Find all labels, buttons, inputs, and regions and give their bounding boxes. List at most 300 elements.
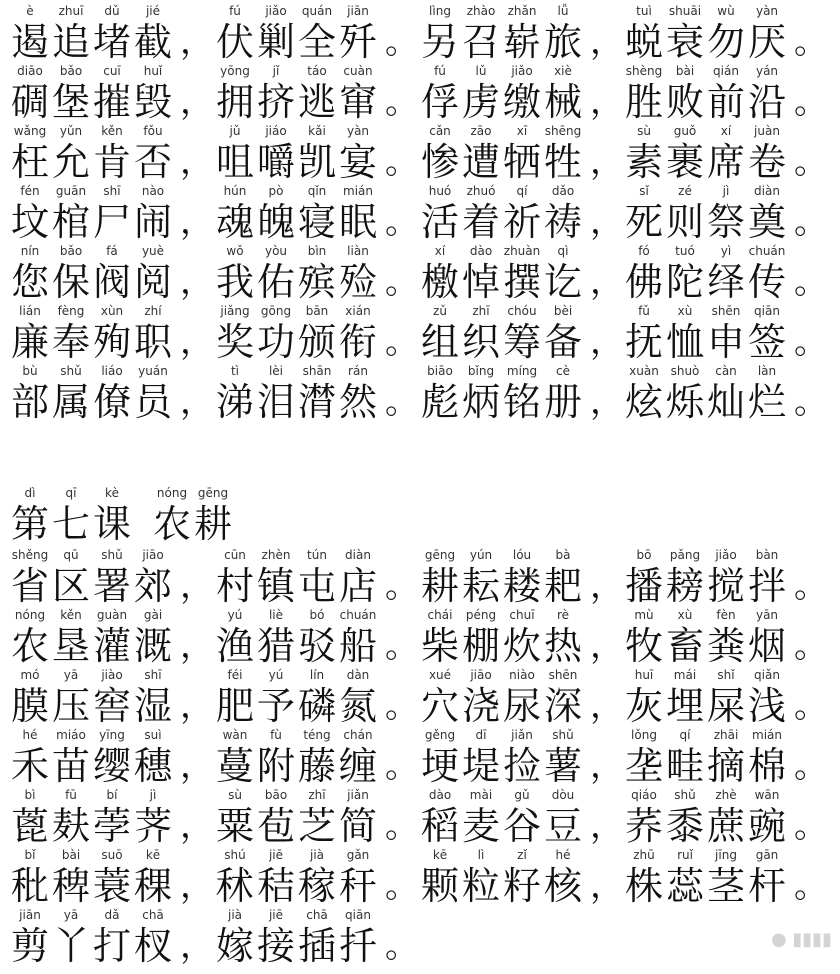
pinyin: dī [475,728,487,742]
hanzi: 宴 [338,140,377,184]
pinyin: è [26,4,34,18]
hanzi: 胜 [624,80,663,124]
pinyin: qiáo [631,788,657,802]
syllable [334,606,382,668]
pinyin: mài [469,788,493,802]
hanzi: 允 [51,140,90,184]
hanzi: 蔓 [215,744,254,788]
phrase [215,62,419,124]
lesson-title [10,484,310,546]
comma-mark: ， [180,626,214,666]
pinyin: rán [348,364,368,378]
hanzi: 阀 [92,260,131,304]
hanzi: 伏 [215,20,254,64]
pinyin: jiǎn [511,728,533,742]
hanzi: 附 [256,744,295,788]
hanzi: 悼 [461,260,500,304]
syllable [334,906,382,968]
pinyin: chuán [748,244,786,258]
hanzi: 炊 [502,624,541,668]
pinyin: fá [106,244,118,258]
pinyin: kè [105,486,119,500]
phrase [215,182,419,244]
phrase [420,242,624,304]
period-mark: 。 [385,686,419,726]
pinyin: gài [143,608,163,622]
syllable [743,122,791,184]
hanzi: 耧 [502,564,541,608]
pinyin: fèn [716,608,736,622]
hanzi: 蓖 [10,804,49,848]
phrase [10,606,214,668]
pinyin: kěn [60,608,82,622]
pinyin: jiǎn [347,788,369,802]
hanzi: 籽 [502,864,541,908]
syllable [129,302,177,364]
comma-mark: ， [180,22,214,62]
pinyin: dǔ [104,4,120,18]
hanzi: 麦 [461,804,500,848]
hanzi: 膜 [10,684,49,728]
comma-mark: ， [590,22,624,62]
period-mark: 。 [385,926,419,966]
hanzi: 粒 [461,864,500,908]
phrase [215,906,419,968]
syllable [334,666,382,728]
pinyin: qiǎn [754,668,780,682]
hanzi: 肯 [92,140,131,184]
hanzi: 佑 [256,260,295,304]
hanzi: 七 [51,502,90,546]
text-line [10,362,840,424]
hanzi: 蜕 [624,20,663,64]
pinyin: cè [556,364,570,378]
syllable [334,726,382,788]
pinyin: yīng [99,728,125,742]
syllable [334,62,382,124]
hanzi: 逃 [297,80,336,124]
period-mark: 。 [794,566,828,606]
hanzi: 苞 [256,804,295,848]
hanzi: 铭 [502,380,541,424]
comma-mark: ， [180,806,214,846]
pinyin: chuán [339,608,377,622]
pinyin: qū [63,548,79,562]
phrase [10,846,214,908]
comma-mark: ， [590,262,624,302]
pinyin: shān [302,364,332,378]
pinyin: nóng [156,486,188,500]
period-mark: 。 [385,806,419,846]
text-line [10,546,840,608]
syllable [539,302,587,364]
phrase [215,846,419,908]
pinyin: téng [303,728,331,742]
comma-mark: ， [180,142,214,182]
pinyin: bǎo [59,64,83,78]
pinyin: gēng [424,548,456,562]
hanzi: 稗 [51,864,90,908]
hanzi: 召 [461,20,500,64]
phrase [624,786,828,848]
period-mark: 。 [794,82,828,122]
pinyin: làn [757,364,777,378]
pinyin: shuò [670,364,700,378]
syllable [334,846,382,908]
syllable [129,726,177,788]
comma-mark: ， [590,566,624,606]
pinyin: shǔ [674,788,696,802]
hanzi: 组 [420,320,459,364]
period-mark: 。 [385,262,419,302]
hanzi: 摧 [92,80,131,124]
pinyin: zhí [144,304,162,318]
hanzi: 插 [297,924,336,968]
pinyin: sù [228,788,242,802]
pinyin: yuè [141,244,165,258]
hanzi: 械 [543,80,582,124]
hanzi: 粪 [706,624,745,668]
period-mark: 。 [385,626,419,666]
pinyin: miáo [56,728,86,742]
hanzi: 否 [133,140,172,184]
pinyin: jié [145,4,161,18]
hanzi: 薯 [543,744,582,788]
hanzi: 尿 [502,684,541,728]
phrase [10,906,214,968]
hanzi: 虏 [461,80,500,124]
pinyin: cǎn [429,124,451,138]
comma-mark: ， [590,82,624,122]
pinyin: sǐ [639,184,649,198]
hanzi: 肥 [215,684,254,728]
text-line [10,182,840,244]
hanzi: 惨 [420,140,459,184]
pinyin: lǚ [557,4,569,18]
pinyin: chuī [509,608,535,622]
pinyin: tuó [675,244,695,258]
phrase [420,122,624,184]
hanzi: 挤 [256,80,295,124]
pinyin: xù [677,304,693,318]
pinyin: qián [713,64,739,78]
hanzi: 镇 [256,564,295,608]
pinyin: yān [755,608,779,622]
hanzi: 核 [543,864,582,908]
syllable [539,62,587,124]
pinyin: juàn [754,124,780,138]
comma-mark: ， [590,626,624,666]
hanzi: 堵 [92,20,131,64]
syllable [88,484,136,546]
comma-mark: ， [180,746,214,786]
hanzi: 秕 [10,864,49,908]
pinyin: sù [637,124,651,138]
pinyin: shǔ [101,548,123,562]
hanzi: 筹 [502,320,541,364]
phrase [420,786,624,848]
syllable [129,2,177,64]
hanzi: 沿 [747,80,786,124]
pinyin: xī [516,124,528,138]
hanzi: 垄 [624,744,663,788]
syllable [129,906,177,968]
hanzi: 殡 [297,260,336,304]
hanzi: 烂 [747,380,786,424]
pinyin: fǒu [143,124,163,138]
phrase [624,362,828,424]
syllable [334,302,382,364]
hanzi: 彪 [420,380,459,424]
period-mark: 。 [385,22,419,62]
pinyin: fú [434,64,446,78]
pinyin: zhī [308,788,326,802]
syllable [539,182,587,244]
hanzi: 区 [51,564,90,608]
hanzi: 浇 [461,684,500,728]
pinyin: zǔ [433,304,447,318]
hanzi: 窖 [92,684,131,728]
pinyin: bì [24,788,36,802]
hanzi: 着 [461,200,500,244]
phrase [420,62,624,124]
comma-mark: ， [180,382,214,422]
phrase [420,606,624,668]
pinyin: zhào [466,4,496,18]
pinyin: mái [673,668,697,682]
pinyin: tì [230,364,240,378]
pinyin: yòu [264,244,288,258]
pinyin: xué [428,668,452,682]
pinyin: tún [307,548,327,562]
pinyin: yú [268,668,284,682]
phrase [10,786,214,848]
hanzi: 麸 [51,804,90,848]
comma-mark: ， [180,322,214,362]
hanzi: 素 [624,140,663,184]
pinyin: niào [509,668,535,682]
phrase [10,726,214,788]
pinyin: dǎo [551,184,575,198]
pinyin: jiē [268,848,284,862]
pinyin: cūn [224,548,246,562]
phrase [624,666,828,728]
pinyin: shēng [544,124,582,138]
pinyin: mián [752,728,782,742]
hanzi: 魄 [256,200,295,244]
pinyin: qì [557,244,569,258]
hanzi: 泪 [256,380,295,424]
phrase [420,2,624,64]
hanzi: 衰 [665,20,704,64]
pinyin: fú [229,4,241,18]
pinyin: huī [634,668,654,682]
hanzi: 禾 [10,744,49,788]
hanzi: 则 [665,200,704,244]
pinyin: bāo [264,788,288,802]
pinyin: cuī [103,64,121,78]
hanzi: 我 [215,260,254,304]
pinyin: chán [343,728,373,742]
pinyin: zhū [633,848,655,862]
hanzi: 保 [51,260,90,304]
pinyin: bǐng [467,364,495,378]
hanzi: 申 [706,320,745,364]
pinyin: lìng [429,4,451,18]
hanzi: 湿 [133,684,172,728]
period-mark: 。 [385,382,419,422]
phrase [420,302,624,364]
text-line [10,2,840,64]
phrase [10,302,214,364]
period-mark: 。 [794,202,828,242]
pinyin: huó [428,184,452,198]
hanzi: 炳 [461,380,500,424]
comma-mark: ， [590,686,624,726]
pinyin: wù [717,4,735,18]
phrase [624,242,828,304]
pinyin: lǒng [631,728,657,742]
comma-mark: ， [590,746,624,786]
hanzi: 农 [152,502,191,546]
pinyin: xián [345,304,371,318]
comma-mark: ， [590,202,624,242]
pinyin: jì [722,184,730,198]
hanzi: 农 [10,624,49,668]
hanzi: 予 [256,684,295,728]
pinyin: shèng [625,64,663,78]
hanzi: 磷 [297,684,336,728]
comma-mark: ， [590,322,624,362]
pinyin: hé [555,848,571,862]
hanzi: 畦 [665,744,704,788]
pinyin: fó [638,244,650,258]
hanzi: 坟 [10,200,49,244]
syllable [743,182,791,244]
hanzi: 席 [706,140,745,184]
pinyin: gān [755,848,779,862]
hanzi: 俘 [420,80,459,124]
hanzi: 尸 [92,200,131,244]
pinyin: jiāo [470,668,492,682]
hanzi: 氮 [338,684,377,728]
hanzi: 埋 [665,684,704,728]
hanzi: 耪 [665,564,704,608]
pinyin: xùn [100,304,124,318]
pinyin: diàn [754,184,780,198]
hanzi: 蕊 [665,864,704,908]
comma-mark: ， [180,686,214,726]
hanzi: 茎 [706,864,745,908]
pinyin: shēn [711,304,741,318]
text-line [10,606,840,668]
hanzi: 涕 [215,380,254,424]
pinyin: jià [309,848,325,862]
pinyin: shǔ [60,364,82,378]
hanzi: 缠 [338,744,377,788]
hanzi: 眠 [338,200,377,244]
period-mark: 。 [794,382,828,422]
text-line [10,242,840,304]
hanzi: 寝 [297,200,336,244]
phrase [215,302,419,364]
pinyin: huǐ [143,64,163,78]
hanzi: 碉 [10,80,49,124]
period-mark: 。 [385,566,419,606]
hanzi: 棉 [747,744,786,788]
hanzi: 织 [461,320,500,364]
text-line [10,726,840,788]
pinyin: chái [427,608,453,622]
hanzi: 杆 [747,864,786,908]
phrase [624,546,828,608]
pinyin: quán [301,4,333,18]
pinyin: guān [55,184,87,198]
hanzi: 嫁 [215,924,254,968]
pinyin: liàn [347,244,369,258]
pinyin: bí [106,788,118,802]
hanzi: 堤 [461,744,500,788]
hanzi: 部 [10,380,49,424]
hanzi: 祈 [502,200,541,244]
syllable [539,786,587,848]
pinyin: míng [506,364,538,378]
text-line [10,666,840,728]
pinyin: zhuàn [503,244,541,258]
hanzi: 然 [338,380,377,424]
pinyin: gǎn [346,848,370,862]
pinyin: shǔ [552,728,574,742]
phrase [215,122,419,184]
pinyin: jià [227,908,243,922]
pinyin: biāo [427,364,453,378]
hanzi: 耕 [193,502,232,546]
hanzi: 耕 [420,564,459,608]
hanzi: 丫 [51,924,90,968]
pinyin: jiào [101,668,123,682]
hanzi: 搅 [706,564,745,608]
syllable [743,362,791,424]
comma-mark: ， [180,566,214,606]
pinyin: diàn [345,548,371,562]
pinyin: zhǎn [507,4,537,18]
hanzi: 前 [706,80,745,124]
pinyin: chā [142,908,164,922]
hanzi: 溉 [133,624,172,668]
pinyin: kǎi [308,124,326,138]
phrase [624,2,828,64]
pinyin: yuán [138,364,168,378]
pinyin: ruǐ [677,848,693,862]
pinyin: jiǎo [511,64,533,78]
hanzi: 村 [215,564,254,608]
phrase [215,2,419,64]
pinyin: zǐ [517,848,527,862]
hanzi: 勿 [706,20,745,64]
hanzi: 堡 [51,80,90,124]
pinyin: lǔ [475,64,487,78]
syllable [129,786,177,848]
hanzi: 奖 [215,320,254,364]
hanzi: 署 [92,564,131,608]
hanzi: 牧 [624,624,663,668]
period-mark: 。 [385,322,419,362]
comma-mark: ， [180,262,214,302]
hanzi: 缴 [502,80,541,124]
comma-mark: ， [180,202,214,242]
hanzi: 卷 [747,140,786,184]
hanzi: 柴 [420,624,459,668]
